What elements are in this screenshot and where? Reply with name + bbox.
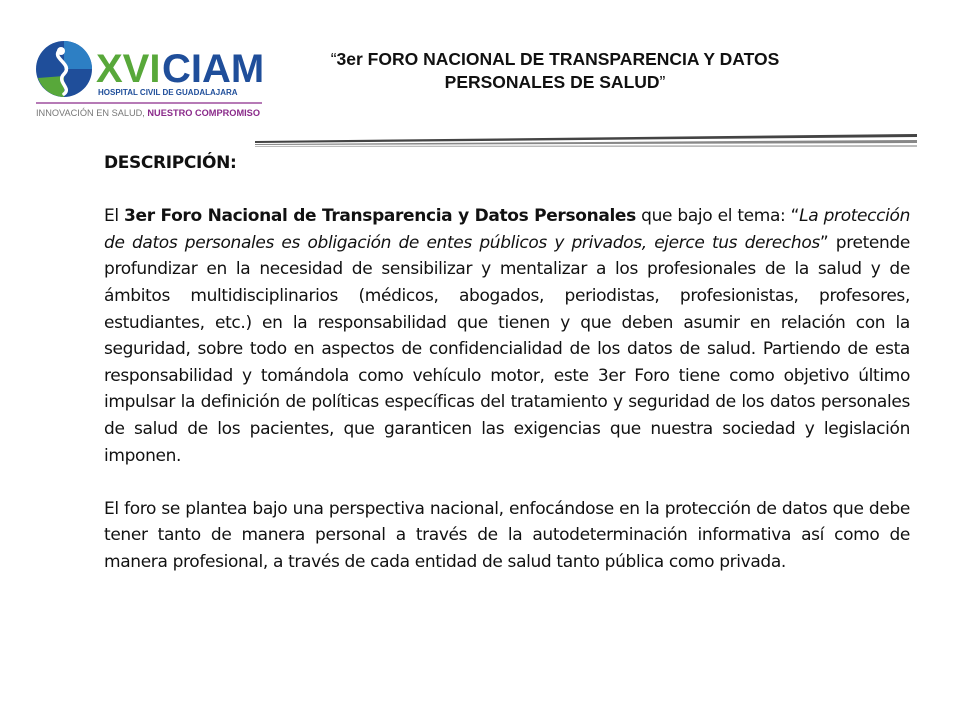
title-line-2 [270, 71, 840, 94]
title-line-1-text: 3er FORO NACIONAL DE TRANSPARENCIA Y DATOS [336, 49, 780, 69]
close-quote: ” [659, 72, 666, 92]
section-heading: DESCRIPCIÓN: [104, 153, 237, 173]
description-section [104, 150, 910, 602]
logo-tagline [36, 108, 260, 118]
page-title [270, 48, 840, 94]
open-quote: “ [330, 49, 337, 69]
logo-acronym: CIAM [162, 47, 264, 91]
paragraph-1 [104, 203, 910, 469]
ciam-logo [34, 36, 264, 124]
p1-theme: La protección de datos personales es obligación de entes públicos y privados, ejerce tus derechos [104, 206, 911, 253]
logo-institution: HOSPITAL CIVIL DE GUADALAJARA [98, 88, 238, 97]
p1-text-1: El [104, 206, 125, 227]
p1-text-2: que bajo el tema: “ [635, 206, 800, 227]
logo-tagline-part-a: INNOVACIÓN EN SALUD, [36, 108, 143, 118]
paragraph-2: El foro se plantea bajo una perspectiva nacional, enfocándose en la protección de datos que debe tener tanto de manera personal a través de la autodeterminación informativa así como de manera profesional, a través de cada entidad de salud tanto pública como privada. [104, 498, 910, 572]
p1-event-name: 3er Foro Nacional de Transparencia y Datos Personales [124, 206, 636, 227]
globe-emblem-icon [36, 41, 92, 97]
header-divider [255, 132, 917, 152]
logo-roman-numeral: XVI [96, 47, 161, 91]
title-line-2-text: PERSONALES DE SALUD [444, 72, 660, 92]
title-line-1 [270, 48, 840, 71]
p1-text-3: ” pretende profundizar en la necesidad de sensibilizar y mentalizar a los profesionales de la salud y de ámbitos multidisciplinarios (médicos, abogados, periodistas, profesionistas, profesores, estudiantes, etc.) en la responsabilidad que tienen y que deben asumir en relación con la seguridad, sobre todo en aspectos de confidencialidad de los datos de salud. Partiendo de esta responsabilidad y tomándola como vehículo motor, este 3er Foro tiene como objetivo último impulsar la definición de políticas específicas del tratamiento y seguridad de los datos personales de salud de los pacientes, que garanticen las exigencias que nuestra sociedad y legislación imponen. [104, 232, 910, 466]
logo-tagline-part-b: NUESTRO COMPROMISO [147, 108, 258, 118]
